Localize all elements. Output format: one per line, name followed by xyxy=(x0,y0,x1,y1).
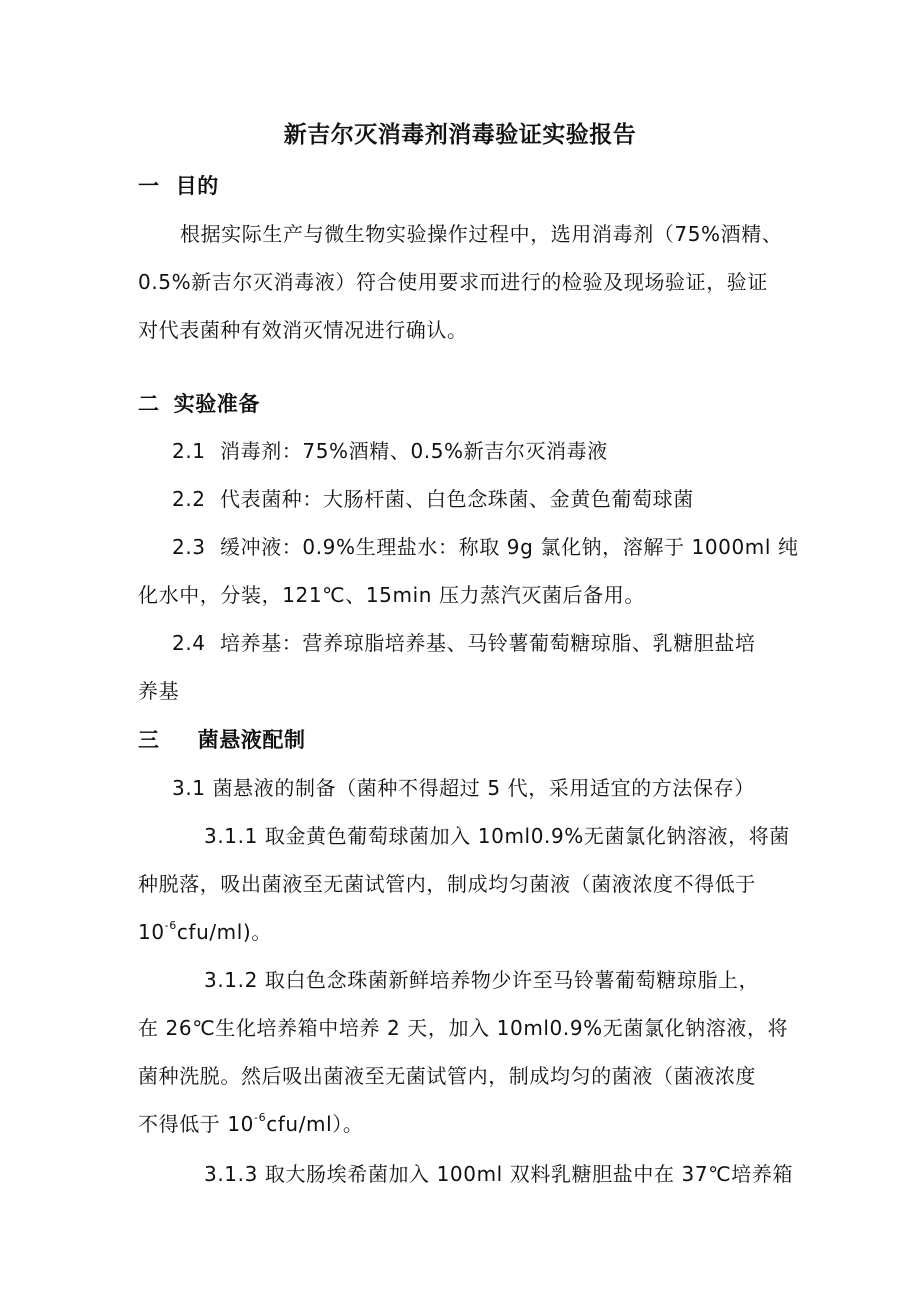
item-2-3-text: 缓冲液：0.9%生理盐水：称取 9g 氯化钠，溶解于 1000ml 纯 xyxy=(220,535,799,559)
para-3-1-2-line-4 xyxy=(138,1110,363,1138)
para-3-1-1-line-3 xyxy=(138,918,272,946)
para-3-1-2-line-2: 在 26℃生化培养箱中培养 2 天，加入 10ml0.9%无菌氯化钠溶液，将 xyxy=(138,1016,789,1040)
item-2-3-number: 2.3 xyxy=(172,535,206,559)
section-1-title: 目的 xyxy=(175,174,219,198)
item-2-4-number: 2.4 xyxy=(172,631,206,655)
section-3-marker: 三 xyxy=(138,728,160,752)
item-2-2-number: 2.2 xyxy=(172,487,206,511)
section-1-line-3: 对代表菌种有效消灭情况进行确认。 xyxy=(138,318,468,342)
section-2-marker: 二 xyxy=(138,392,160,416)
concentration-exponent: -6 xyxy=(164,919,177,933)
section-1-heading xyxy=(138,172,219,200)
para-3-1-1-line-2: 种脱落，吸出菌液至无菌试管内，制成均匀菌液（菌液浓度不得低于 xyxy=(138,872,756,896)
item-2-2-text: 代表菌种：大肠杆菌、白色念珠菌、金黄色葡萄球菌 xyxy=(220,487,694,511)
item-2-3 xyxy=(172,533,799,561)
sub-heading-3-1: 3.1 菌悬液的制备（菌种不得超过 5 代，采用适宜的方法保存） xyxy=(172,776,755,800)
concentration-unit: cfu/ml）。 xyxy=(266,1112,364,1136)
concentration-base: 10 xyxy=(138,920,165,944)
para-3-1-3-line-1: 3.1.3 取大肠埃希菌加入 100ml 双料乳糖胆盐中在 37℃培养箱 xyxy=(204,1162,794,1186)
item-2-3-continued: 化水中，分装，121℃、15min 压力蒸汽灭菌后备用。 xyxy=(138,583,645,607)
section-1-marker: 一 xyxy=(138,174,160,198)
item-2-4-text: 培养基：营养琼脂培养基、马铃薯葡萄糖琼脂、乳糖胆盐培 xyxy=(220,631,756,655)
item-2-4-continued: 养基 xyxy=(138,679,180,703)
item-2-4 xyxy=(172,629,756,657)
para-3-1-1-line-1: 3.1.1 取金黄色葡萄球菌加入 10ml0.9%无菌氯化钠溶液，将菌 xyxy=(204,824,790,848)
section-3-title: 菌悬液配制 xyxy=(197,728,306,752)
section-1-line-1: 根据实际生产与微生物实验操作过程中，选用消毒剂（75%酒精、 xyxy=(180,222,783,246)
section-2-title: 实验准备 xyxy=(173,392,261,416)
section-1-line-2: 0.5%新吉尔灭消毒液）符合使用要求而进行的检验及现场验证，验证 xyxy=(138,270,769,294)
concentration-exponent: -6 xyxy=(254,1111,267,1125)
concentration-base: 不得低于 10 xyxy=(138,1112,255,1136)
item-2-1-number: 2.1 xyxy=(172,439,206,463)
para-3-1-2-line-1: 3.1.2 取白色念珠菌新鲜培养物少许至马铃薯葡萄糖琼脂上， xyxy=(204,968,760,992)
item-2-1-text: 消毒剂：75%酒精、0.5%新吉尔灭消毒液 xyxy=(220,439,608,463)
section-3-heading xyxy=(138,726,306,754)
item-2-1 xyxy=(172,437,608,465)
para-3-1-2-line-3: 菌种洗脱。然后吸出菌液至无菌试管内，制成均匀的菌液（菌液浓度 xyxy=(138,1064,756,1088)
concentration-unit: cfu/ml)。 xyxy=(176,920,272,944)
item-2-2 xyxy=(172,485,694,513)
page-title: 新吉尔灭消毒剂消毒验证实验报告 xyxy=(283,122,637,148)
section-2-heading xyxy=(138,390,260,418)
